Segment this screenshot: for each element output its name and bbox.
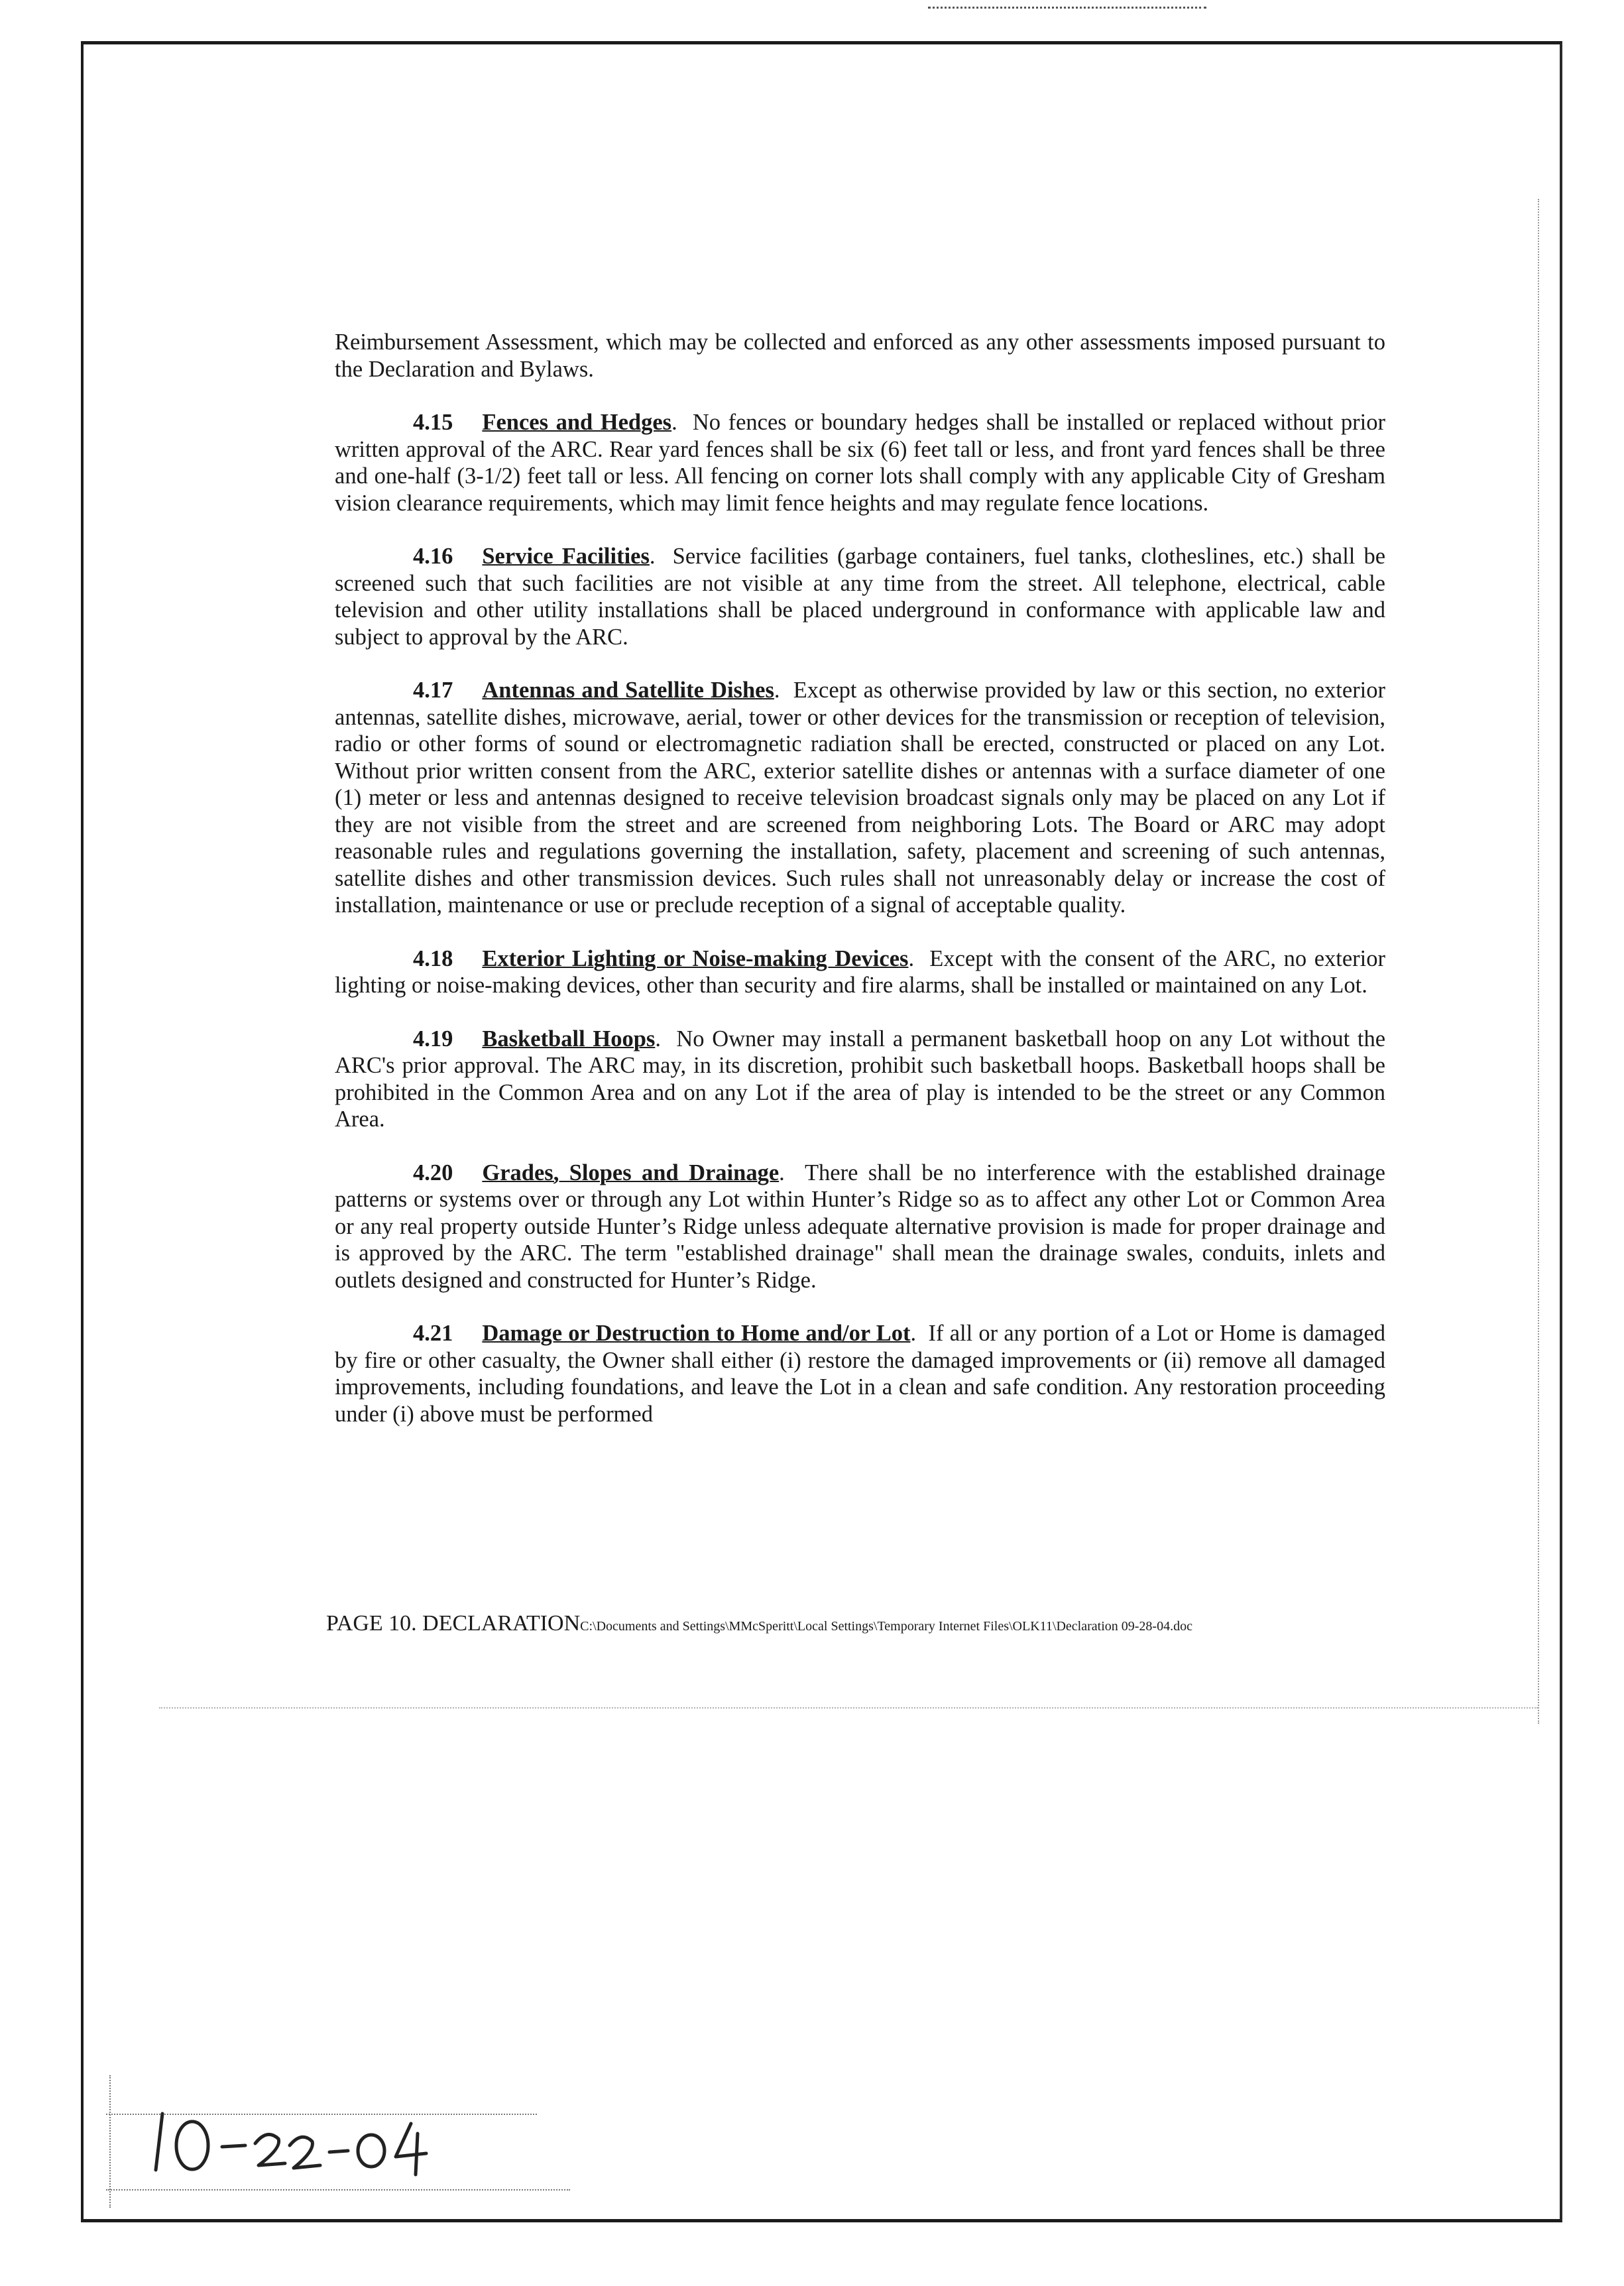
section-number: 4.16 xyxy=(413,544,453,569)
section-text: Except with the consent of the ARC, no exterior lighting or noise-making devices, other than security and fire alarms, shall be installed or maintained on any Lot. xyxy=(335,945,1385,998)
section-number: 4.18 xyxy=(413,945,453,971)
scan-artifact-right xyxy=(1538,199,1539,1724)
footer-file-path: C:\Documents and Settings\MMcSperitt\Local Settings\Temporary Internet Files\OLK11\Declaration 09-28-04.doc xyxy=(580,1619,1192,1634)
section-4-20: 4.20 Grades, Slopes and Drainage. There shall be no interference with the established drainage patterns or systems over or through any Lot within Hunter’s Ridge so as to affect any other Lot or Common Area or any real property outside Hunter’s Ridge unless adequate alternative provision is made for proper drainage and is approved by the ARC. The term "established drainage" shall mean the drainage swales, conduits, inlets and outlets designed and constructed for Hunter’s Ridge. xyxy=(335,1160,1385,1293)
section-number: 4.21 xyxy=(413,1321,453,1346)
scan-artifact-line xyxy=(109,2075,111,2208)
section-text: No fences or boundary hedges shall be installed or replaced without prior written approval of the ARC. Rear yard fences shall be six (6) feet tall or less, and front yard fences shall be three and one-half (3-1/2) feet tall or less. All fencing on corner lots shall comply with any applicable City of Gresham vision clearance requirements, which may limit fence heights and may regulate fence locations. xyxy=(335,410,1385,516)
section-heading: Antennas and Satellite Dishes xyxy=(482,678,774,703)
section-heading: Service Facilities xyxy=(482,544,650,569)
section-text: No Owner may install a permanent basketball hoop on any Lot without the ARC's prior approval. The ARC may, in its discretion, prohibit such basketball hoops. Basketball hoops shall be prohibited in the Common Area and on any Lot if the area of play is intended to be the street or any Common Area. xyxy=(335,1026,1386,1132)
section-heading: Exterior Lighting or Noise-making Devices xyxy=(482,945,909,971)
handwritten-date xyxy=(149,2087,467,2187)
section-number: 4.20 xyxy=(413,1160,453,1185)
footer-label: PAGE 10. DECLARATION xyxy=(326,1611,581,1636)
section-heading: Basketball Hoops xyxy=(482,1026,656,1052)
section-text: Except as otherwise provided by law or this section, no exterior antennas, satellite dishes, microwave, aerial, tower or other devices for the transmission or reception of television, radio or other forms of sound or electromagnetic radiation shall be erected, constructed or placed on any Lot. Without prior written consent from the ARC, exterior satellite dishes or antennas with a surface diameter of one (1) meter or less and antennas designed to receive television broadcast signals only may be placed on any Lot if they are not visible from the street and are screened from neighboring Lots. The Board or ARC may adopt reasonable rules and regulations governing the installation, safety, placement and screening of such antennas, satellite dishes and other transmission devices. Such rules shall not unreasonably delay or increase the cost of installation, maintenance or use or preclude reception of a signal of acceptable quality. xyxy=(335,678,1386,918)
handwritten-date-drawing xyxy=(149,2087,467,2187)
section-4-16: 4.16 Service Facilities. Service facilities (garbage containers, fuel tanks, clotheslines, etc.) shall be screened such that such facilities are not visible at any time from the street. All telephone, electrical, cable television and other utility installations shall be placed underground in conformance with applicable law and subject to approval by the ARC. xyxy=(335,544,1386,650)
section-4-21: 4.21 Damage or Destruction to Home and/or Lot. If all or any portion of a Lot or Home is damaged by fire or other casualty, the Owner shall either (i) restore the damaged improvements or (ii) remove all damaged improvements, including foundations, and leave the Lot in a clean and safe condition. Any restoration proceeding under (i) above must be performed xyxy=(335,1321,1386,1427)
continuation-paragraph: Reimbursement Assessment, which may be collected and enforced as any other assessments imposed pursuant to the Declaration and Bylaws. xyxy=(335,330,1385,382)
scan-artifact-bottom xyxy=(159,1707,1538,1709)
section-text: Service facilities (garbage containers, fuel tanks, clotheslines, etc.) shall be screened such that such facilities are not visible at any time from the street. All telephone, electrical, cable television and other utility installations shall be placed underground in conformance with applicable law and subject to approval by the ARC. xyxy=(335,544,1386,650)
section-heading: Fences and Hedges xyxy=(482,410,672,435)
section-4-15: 4.15 Fences and Hedges. No fences or boundary hedges shall be installed or replaced without prior written approval of the ARC. Rear yard fences shall be six (6) feet tall or less, and front yard fences shall be three and one-half (3-1/2) feet tall or less. All fencing on corner lots shall comply with any applicable City of Gresham vision clearance requirements, which may limit fence heights and may regulate fence locations. xyxy=(335,410,1385,516)
section-number: 4.17 xyxy=(413,678,453,703)
section-heading: Grades, Slopes and Drainage xyxy=(482,1160,780,1185)
top-scan-mark xyxy=(928,0,1206,9)
section-number: 4.19 xyxy=(413,1026,453,1052)
section-text: There shall be no interference with the established drainage patterns or systems over or through any Lot within Hunter’s Ridge so as to affect any other Lot or Common Area or any real property outside Hunter’s Ridge unless adequate alternative provision is made for proper drainage and is approved by the ARC. The term "established drainage" shall mean the drainage swales, conduits, inlets and outlets designed and constructed for Hunter’s Ridge. xyxy=(335,1160,1385,1293)
section-4-18: 4.18 Exterior Lighting or Noise-making Devices. Except with the consent of the ARC, no exterior lighting or noise-making devices, other than security and fire alarms, shall be installed or maintained on any Lot. xyxy=(335,945,1385,998)
section-text: If all or any portion of a Lot or Home is damaged by fire or other casualty, the Owner shall either (i) restore the damaged improvements or (ii) remove all damaged improvements, including foundations, and leave the Lot in a clean and safe condition. Any restoration proceeding under (i) above must be performed xyxy=(335,1321,1386,1427)
page-footer xyxy=(326,1611,1192,1636)
section-heading: Damage or Destruction to Home and/or Lot xyxy=(482,1321,911,1346)
scan-artifact-line xyxy=(106,2189,570,2191)
document-body xyxy=(335,329,1385,1454)
section-number: 4.15 xyxy=(413,410,453,435)
section-4-17: 4.17 Antennas and Satellite Dishes. Except as otherwise provided by law or this section, no exterior antennas, satellite dishes, microwave, aerial, tower or other devices for the transmission or reception of television, radio or other forms of sound or electromagnetic radiation shall be erected, constructed or placed on any Lot. Without prior written consent from the ARC, exterior satellite dishes or antennas with a surface diameter of one (1) meter or less and antennas designed to receive television broadcast signals only may be placed on any Lot if they are not visible from the street and are screened from neighboring Lots. The Board or ARC may adopt reasonable rules and regulations governing the installation, safety, placement and screening of such antennas, satellite dishes and other transmission devices. Such rules shall not unreasonably delay or increase the cost of installation, maintenance or use or preclude reception of a signal of acceptable quality. xyxy=(335,678,1386,918)
section-4-19: 4.19 Basketball Hoops. No Owner may install a permanent basketball hoop on any Lot without the ARC's prior approval. The ARC may, in its discretion, prohibit such basketball hoops. Basketball hoops shall be prohibited in the Common Area and on any Lot if the area of play is intended to be the street or any Common Area. xyxy=(335,1026,1386,1132)
